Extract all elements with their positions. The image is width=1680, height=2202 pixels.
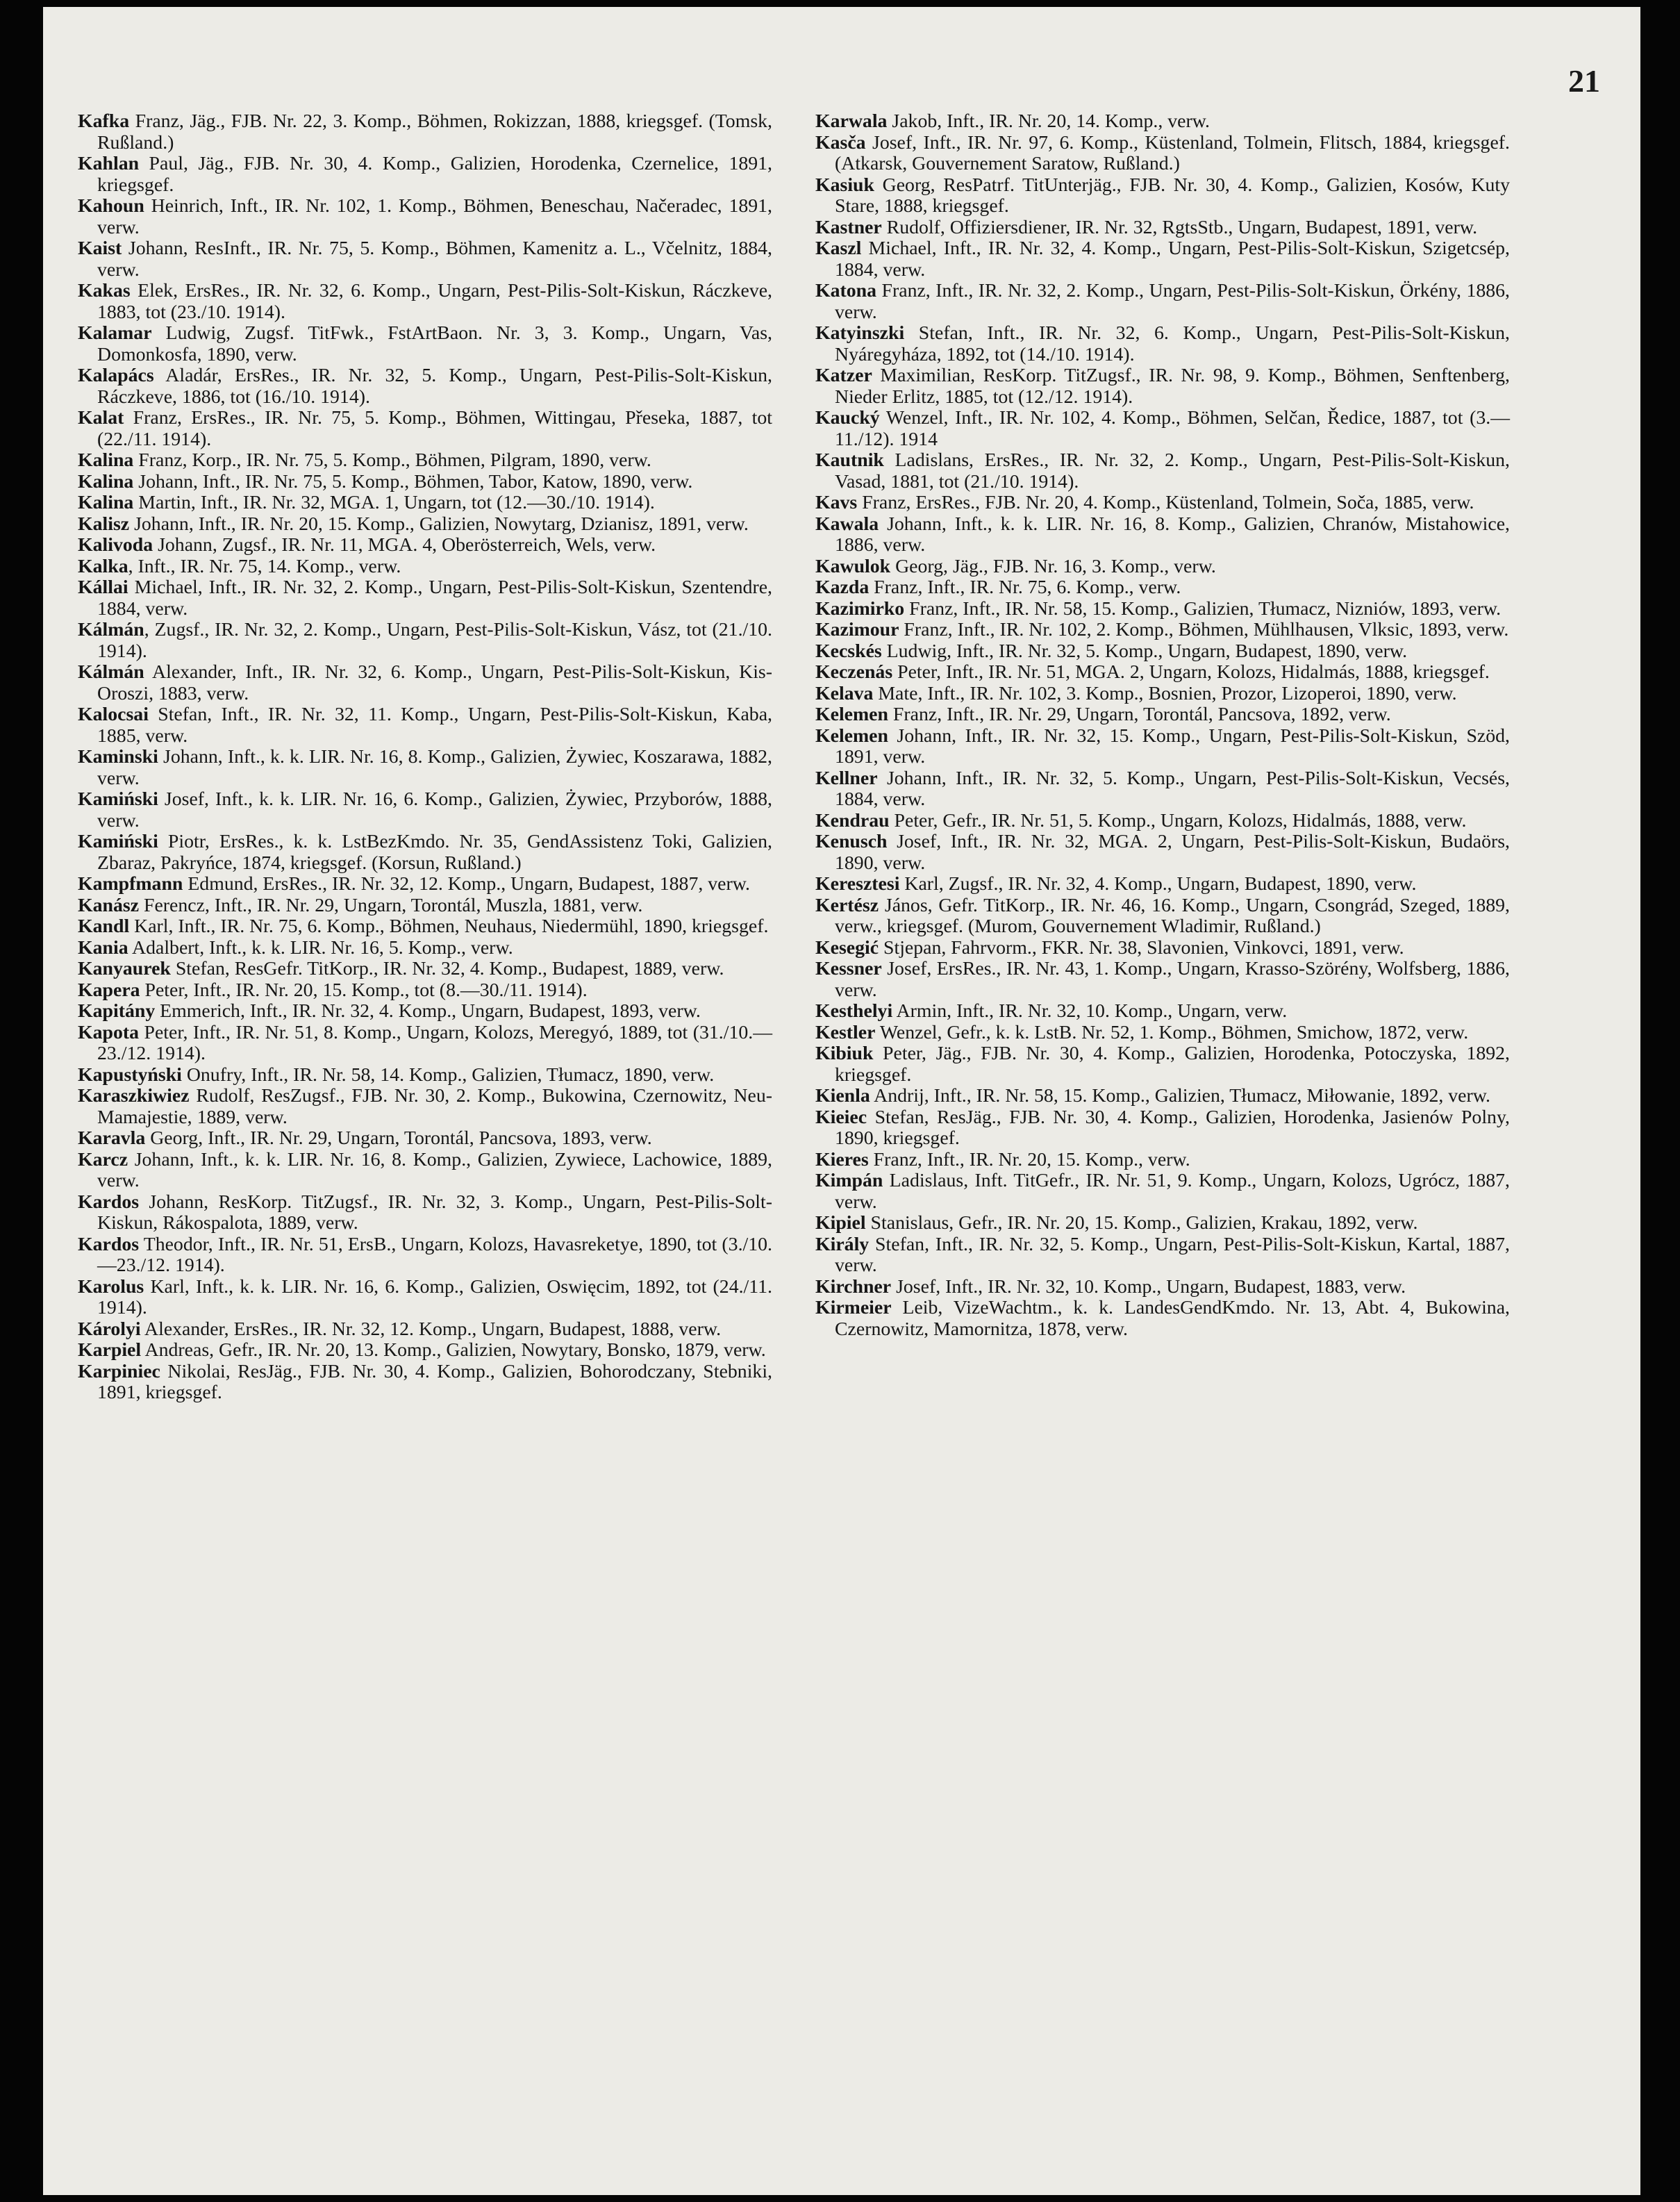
register-entry: Katzer Maximilian, ResKorp. TitZugsf., IR. Nr. 98, 9. Komp., Böhmen, Senftenberg, Nieder Erlitz, 1885, tot (12./12. 1914). [815, 365, 1510, 408]
register-entry: Karpiel Andreas, Gefr., IR. Nr. 20, 13. Komp., Galizien, Nowytary, Bonsko, 1879, verw. [78, 1339, 766, 1361]
register-entry: Kaminski Johann, Inft., k. k. LIR. Nr. 16, 8. Komp., Galizien, Żywiec, Koszarawa, 1882, verw. [78, 746, 772, 789]
register-entry: Kalina Franz, Korp., IR. Nr. 75, 5. Komp., Böhmen, Pilgram, 1890, verw. [78, 449, 651, 471]
register-entry: Kapota Peter, Inft., IR. Nr. 51, 8. Komp., Ungarn, Kolozs, Meregyó, 1889, tot (31./10.—23./12. 1914). [78, 1021, 772, 1064]
entry-surname: Kalisz [78, 513, 130, 535]
entry-surname: Kalina [78, 449, 134, 471]
register-entry: Kecskés Ludwig, Inft., IR. Nr. 32, 5. Komp., Ungarn, Budapest, 1890, verw. [815, 640, 1408, 662]
entry-surname: Kaszl [815, 238, 862, 259]
entry-surname: Kavs [815, 492, 858, 513]
register-entry: Kieres Franz, Inft., IR. Nr. 20, 15. Komp., verw. [815, 1148, 1190, 1170]
register-entry: Kállai Michael, Inft., IR. Nr. 32, 2. Komp., Ungarn, Pest-Pilis-Solt-Kiskun, Szentendre, 1884, verw. [78, 577, 772, 620]
entry-surname: Kieiec [815, 1106, 867, 1128]
entry-surname: Katona [815, 280, 877, 301]
entry-surname: Karcz [78, 1148, 128, 1170]
entry-surname: Kieres [815, 1148, 869, 1170]
entry-surname: Kalina [78, 470, 134, 492]
register-entry: Kardos Theodor, Inft., IR. Nr. 51, ErsB., Ungarn, Kolozs, Havasreketye, 1890, tot (3./10.—23./12. 1914). [78, 1233, 772, 1276]
entry-surname: Kazda [815, 577, 870, 598]
entry-surname: Katyinszki [815, 322, 905, 344]
register-entry: Kavs Franz, ErsRes., FJB. Nr. 20, 4. Komp., Küstenland, Tolmein, Soča, 1885, verw. [815, 492, 1474, 513]
entry-surname: Karavla [78, 1127, 146, 1149]
entry-surname: Kálmán [78, 619, 144, 640]
left-column [78, 111, 772, 1404]
entry-surname: Kestler [815, 1021, 876, 1043]
entry-surname: Király [815, 1233, 870, 1255]
entry-surname: Kapera [78, 979, 140, 1001]
entry-surname: Kakas [78, 280, 131, 301]
register-entry: Kaszl Michael, Inft., IR. Nr. 32, 4. Komp., Ungarn, Pest-Pilis-Solt-Kiskun, Szigetcsép, 1884, verw. [815, 238, 1510, 281]
entry-surname: Kesthelyi [815, 1000, 893, 1022]
register-entry: Kalina Johann, Inft., IR. Nr. 75, 5. Komp., Böhmen, Tabor, Katow, 1890, verw. [78, 470, 693, 492]
entry-surname: Kellner [815, 767, 878, 789]
register-entry: Kellner Johann, Inft., IR. Nr. 32, 5. Komp., Ungarn, Pest-Pilis-Solt-Kiskun, Vecsés, 1884, verw. [815, 767, 1510, 810]
register-entry: Kapustyński Onufry, Inft., IR. Nr. 58, 14. Komp., Galizien, Tłumacz, 1890, verw. [78, 1063, 715, 1086]
entry-surname: Kazimirko [815, 597, 905, 620]
register-entry: Kálmán Alexander, Inft., IR. Nr. 32, 6. Komp., Ungarn, Pest-Pilis-Solt-Kiskun, Kis-Oroszi, 1883, verw. [78, 661, 772, 704]
entry-surname: Kania [78, 936, 128, 959]
register-entry: Kesthelyi Armin, Inft., IR. Nr. 32, 10. Komp., Ungarn, verw. [815, 1000, 1288, 1022]
register-entry: Kimpán Ladislaus, Inft. TitGefr., IR. Nr. 51, 9. Komp., Ungarn, Kolozs, Ugrócz, 1887, verw. [815, 1170, 1510, 1213]
entry-surname: Kesegić [815, 936, 879, 959]
register-entry: Kelemen Franz, Inft., IR. Nr. 29, Ungarn, Torontál, Pancsova, 1892, verw. [815, 704, 1391, 725]
entry-surname: Kamiński [78, 831, 158, 852]
register-entry: Kanász Ferencz, Inft., IR. Nr. 29, Ungarn, Torontál, Muszla, 1881, verw. [78, 894, 643, 916]
right-column [815, 111, 1510, 1340]
entry-surname: Kállai [78, 577, 128, 598]
register-entry: Kipiel Stanislaus, Gefr., IR. Nr. 20, 15. Komp., Galizien, Krakau, 1892, verw. [815, 1212, 1418, 1234]
entry-surname: Kenusch [815, 831, 888, 852]
register-entry: Kessner Josef, ErsRes., IR. Nr. 43, 1. Komp., Ungarn, Krasso-Szörény, Wolfsberg, 1886, verw. [815, 958, 1510, 1001]
register-entry: Kertész János, Gefr. TitKorp., IR. Nr. 46, 16. Komp., Ungarn, Csongrád, Szeged, 1889, verw., kriegsgef. (Murom, Gouvernement Wladimir, Rußland.) [815, 894, 1510, 937]
register-entry: Kahlan Paul, Jäg., FJB. Nr. 30, 4. Komp., Galizien, Horodenka, Czernelice, 1891, kriegsgef. [78, 153, 772, 196]
entry-surname: Kazimour [815, 619, 899, 640]
register-entry: Kalamar Ludwig, Zugsf. TitFwk., FstArtBaon. Nr. 3, 3. Komp., Ungarn, Vas, Domonkosfa, 1890, verw. [78, 322, 772, 365]
register-entry: Kirchner Josef, Inft., IR. Nr. 32, 10. Komp., Ungarn, Budapest, 1883, verw. [815, 1275, 1406, 1298]
register-entry: Kazda Franz, Inft., IR. Nr. 75, 6. Komp., verw. [815, 577, 1181, 598]
register-entry: Kardos Johann, ResKorp. TitZugsf., IR. Nr. 32, 3. Komp., Ungarn, Pest-Pilis-Solt-Kiskun, Rákospalota, 1889, verw. [78, 1191, 772, 1234]
entry-surname: Kirchner [815, 1275, 892, 1298]
register-entry: Kazimirko Franz, Inft., IR. Nr. 58, 15. Komp., Galizien, Tłumacz, Nizniów, 1893, verw. [815, 597, 1502, 620]
entry-surname: Kampfmann [78, 873, 183, 895]
register-entry: Kálmán, Zugsf., IR. Nr. 32, 2. Komp., Ungarn, Pest-Pilis-Solt-Kiskun, Vász, tot (21./10. 1914). [78, 619, 772, 662]
entry-surname: Kardos [78, 1191, 140, 1213]
entry-surname: Kasiuk [815, 174, 874, 196]
entry-surname: Kaist [78, 238, 122, 259]
register-entry: Kestler Wenzel, Gefr., k. k. LstB. Nr. 52, 1. Komp., Böhmen, Smichow, 1872, verw. [815, 1021, 1469, 1043]
register-entry: Kalka, Inft., IR. Nr. 75, 14. Komp., verw. [78, 555, 401, 577]
entry-surname: Karpiniec [78, 1360, 160, 1382]
entry-surname: Kasča [815, 131, 866, 154]
register-entry: Kibiuk Peter, Jäg., FJB. Nr. 30, 4. Komp., Galizien, Horodenka, Potoczyska, 1892, kriegsgef. [815, 1043, 1510, 1086]
register-entry: Kamiński Piotr, ErsRes., k. k. LstBezKmdo. Nr. 35, GendAssistenz Toki, Galizien, Zbaraz, Pakryńce, 1874, kriegsgef. (Korsun, Rußland.) [78, 831, 772, 874]
entry-surname: Karwala [815, 110, 888, 132]
register-entry: Kienla Andrij, Inft., IR. Nr. 58, 15. Komp., Galizien, Tłumacz, Miłowanie, 1892, verw. [815, 1085, 1490, 1107]
register-entry: Kalapács Aladár, ErsRes., IR. Nr. 32, 5. Komp., Ungarn, Pest-Pilis-Solt-Kiskun, Ráczkeve, 1886, tot (16./10. 1914). [78, 365, 772, 408]
entry-surname: Kienla [815, 1085, 870, 1107]
entry-surname: Kalat [78, 407, 124, 429]
register-entry: Kakas Elek, ErsRes., IR. Nr. 32, 6. Komp., Ungarn, Pest-Pilis-Solt-Kiskun, Ráczkeve, 1883, tot (23./10. 1914). [78, 280, 772, 323]
register-entry: Kapera Peter, Inft., IR. Nr. 20, 15. Komp., tot (8.—30./11. 1914). [78, 979, 588, 1001]
register-entry: Kaist Johann, ResInft., IR. Nr. 75, 5. Komp., Böhmen, Kamenitz a. L., Včelnitz, 1884, verw. [78, 238, 772, 281]
register-entry: Kandl Karl, Inft., IR. Nr. 75, 6. Komp., Böhmen, Neuhaus, Niedermühl, 1890, kriegsgef. [78, 916, 769, 937]
register-entry: Kania Adalbert, Inft., k. k. LIR. Nr. 16, 5. Komp., verw. [78, 936, 513, 959]
entry-surname: Kafka [78, 110, 130, 132]
entry-surname: Katzer [815, 365, 872, 386]
entry-surname: Kardos [78, 1233, 140, 1255]
register-entry: Kawala Johann, Inft., k. k. LIR. Nr. 16, 8. Komp., Galizien, Chranów, Mistahowice, 1886, verw. [815, 513, 1510, 556]
entry-surname: Kanyaurek [78, 958, 171, 979]
entry-surname: Kecskés [815, 640, 882, 662]
entry-surname: Kaucký [815, 407, 880, 429]
register-entry: Katona Franz, Inft., IR. Nr. 32, 2. Komp., Ungarn, Pest-Pilis-Solt-Kiskun, Örkény, 1886, verw. [815, 280, 1510, 323]
register-entry: Karaszkiwiez Rudolf, ResZugsf., FJB. Nr. 30, 2. Komp., Bukowina, Czernowitz, Neu-Mamajestie, 1889, verw. [78, 1085, 772, 1128]
entry-surname: Karolus [78, 1275, 144, 1298]
register-entry: Kalina Martin, Inft., IR. Nr. 32, MGA. 1, Ungarn, tot (12.—30./10. 1914). [78, 492, 655, 513]
register-entry: Karolus Karl, Inft., k. k. LIR. Nr. 16, 6. Komp., Galizien, Oswięcim, 1892, tot (24./11. 1914). [78, 1275, 772, 1318]
entry-surname: Károlyi [78, 1318, 141, 1340]
register-entry: Kirmeier Leib, VizeWachtm., k. k. LandesGendKmdo. Nr. 13, Abt. 4, Bukowina, Czernowitz, Mamornitza, 1878, verw. [815, 1297, 1510, 1340]
register-entry: Kasča Josef, Inft., IR. Nr. 97, 6. Komp., Küstenland, Tolmein, Flitsch, 1884, kriegsgef. (Atkarsk, Gouvernement Saratow, Rußland.) [815, 131, 1510, 174]
register-entry: Kazimour Franz, Inft., IR. Nr. 102, 2. Komp., Böhmen, Mühlhausen, Vlksic, 1893, verw. [815, 619, 1509, 640]
entry-surname: Kawala [815, 513, 879, 535]
entry-surname: Kandl [78, 916, 130, 937]
entry-surname: Kalka [78, 555, 128, 577]
entry-surname: Kapitány [78, 1000, 156, 1022]
register-entry: Kafka Franz, Jäg., FJB. Nr. 22, 3. Komp., Böhmen, Rokizzan, 1888, kriegsgef. (Tomsk, Rußland.) [78, 110, 772, 154]
register-entry: Kesegić Stjepan, Fahrvorm., FKR. Nr. 38, Slavonien, Vinkovci, 1891, verw. [815, 936, 1404, 959]
entry-surname: Kelemen [815, 704, 888, 725]
register-entry: Karwala Jakob, Inft., IR. Nr. 20, 14. Komp., verw. [815, 110, 1210, 132]
entry-surname: Kamiński [78, 788, 158, 810]
register-entry: Kalisz Johann, Inft., IR. Nr. 20, 15. Komp., Galizien, Nowytarg, Dzianisz, 1891, verw. [78, 513, 749, 535]
register-entry: Károlyi Alexander, ErsRes., IR. Nr. 32, 12. Komp., Ungarn, Budapest, 1888, verw. [78, 1318, 722, 1340]
entry-surname: Kastner [815, 216, 882, 238]
register-entry: Kampfmann Edmund, ErsRes., IR. Nr. 32, 12. Komp., Ungarn, Budapest, 1887, verw. [78, 873, 750, 895]
entry-surname: Kipiel [815, 1212, 866, 1234]
entry-surname: Kirmeier [815, 1297, 892, 1318]
entry-surname: Kalivoda [78, 534, 153, 556]
entry-surname: Karpiel [78, 1339, 142, 1361]
entry-surname: Kendrau [815, 809, 890, 831]
entry-surname: Kibiuk [815, 1043, 874, 1064]
entry-surname: Kimpán [815, 1170, 883, 1191]
entry-surname: Karaszkiwiez [78, 1085, 190, 1107]
register-entry: Kendrau Peter, Gefr., IR. Nr. 51, 5. Komp., Ungarn, Kolozs, Hidalmás, 1888, verw. [815, 809, 1467, 831]
entry-surname: Kautnik [815, 449, 884, 471]
register-entry: Keczenás Peter, Inft., IR. Nr. 51, MGA. 2, Ungarn, Kolozs, Hidalmás, 1888, kriegsgef. [815, 661, 1490, 683]
page-number: 21 [1568, 63, 1600, 99]
register-entry: Karpiniec Nikolai, ResJäg., FJB. Nr. 30, 4. Komp., Galizien, Bohorodczany, Stebniki, 1891, kriegsgef. [78, 1360, 772, 1403]
entry-surname: Kessner [815, 958, 882, 979]
register-entry: Karavla Georg, Inft., IR. Nr. 29, Ungarn, Torontál, Pancsova, 1893, verw. [78, 1127, 652, 1149]
register-entry: Kastner Rudolf, Offiziersdiener, IR. Nr. 32, RgtsStb., Ungarn, Budapest, 1891, verw. [815, 216, 1478, 238]
register-entry: Kalat Franz, ErsRes., IR. Nr. 75, 5. Komp., Böhmen, Wittingau, Přeseka, 1887, tot (22./11. 1914). [78, 407, 772, 450]
register-entry: Kenusch Josef, Inft., IR. Nr. 32, MGA. 2, Ungarn, Pest-Pilis-Solt-Kiskun, Budaörs, 1890, verw. [815, 831, 1510, 874]
entry-surname: Kalamar [78, 322, 152, 344]
entry-surname: Kelemen [815, 725, 888, 747]
register-entry: Katyinszki Stefan, Inft., IR. Nr. 32, 6. Komp., Ungarn, Pest-Pilis-Solt-Kiskun, Nyáregyháza, 1892, tot (14./10. 1914). [815, 322, 1510, 365]
entry-surname: Kalina [78, 492, 134, 513]
entry-surname: Kelava [815, 682, 874, 704]
register-entry: Kalivoda Johann, Zugsf., IR. Nr. 11, MGA. 4, Oberösterreich, Wels, verw. [78, 534, 656, 556]
register-entry: Kelemen Johann, Inft., IR. Nr. 32, 15. Komp., Ungarn, Pest-Pilis-Solt-Kiskun, Szöd, 1891, verw. [815, 725, 1510, 768]
register-entry: Kelava Mate, Inft., IR. Nr. 102, 3. Komp., Bosnien, Prozor, Lizoperoi, 1890, verw. [815, 682, 1457, 704]
register-entry: Kaucký Wenzel, Inft., IR. Nr. 102, 4. Komp., Böhmen, Selčan, Ředice, 1887, tot (3.—11./12). 1914 [815, 407, 1510, 450]
register-entry: Király Stefan, Inft., IR. Nr. 32, 5. Komp., Ungarn, Pest-Pilis-Solt-Kiskun, Kartal, 1887, verw. [815, 1233, 1510, 1276]
entry-surname: Kaminski [78, 746, 158, 768]
register-entry: Kawulok Georg, Jäg., FJB. Nr. 16, 3. Komp., verw. [815, 555, 1216, 577]
document-page [43, 7, 1640, 2195]
entry-surname: Kapota [78, 1021, 140, 1043]
entry-surname: Kahlan [78, 153, 140, 174]
register-entry: Kasiuk Georg, ResPatrf. TitUnterjäg., FJB. Nr. 30, 4. Komp., Galizien, Kosów, Kuty Stare, 1888, kriegsgef. [815, 174, 1510, 217]
entry-surname: Keczenás [815, 661, 893, 683]
entry-surname: Kertész [815, 894, 879, 916]
entry-surname: Keresztesi [815, 873, 900, 895]
register-entry: Kanyaurek Stefan, ResGefr. TitKorp., IR. Nr. 32, 4. Komp., Budapest, 1889, verw. [78, 958, 724, 979]
register-entry: Kalocsai Stefan, Inft., IR. Nr. 32, 11. Komp., Ungarn, Pest-Pilis-Solt-Kiskun, Kaba, 1885, verw. [78, 704, 772, 747]
register-entry: Kahoun Heinrich, Inft., IR. Nr. 102, 1. Komp., Böhmen, Beneschau, Načeradec, 1891, verw. [78, 195, 772, 238]
register-entry: Kamiński Josef, Inft., k. k. LIR. Nr. 16, 6. Komp., Galizien, Żywiec, Przyborów, 1888, verw. [78, 788, 772, 831]
entry-surname: Kahoun [78, 195, 144, 217]
entry-surname: Kapustyński [78, 1063, 182, 1086]
register-entry: Kieiec Stefan, ResJäg., FJB. Nr. 30, 4. Komp., Galizien, Horodenka, Jasienów Polny, 1890, kriegsgef. [815, 1106, 1510, 1149]
register-entry: Kapitány Emmerich, Inft., IR. Nr. 32, 4. Komp., Ungarn, Budapest, 1893, verw. [78, 1000, 701, 1022]
entry-surname: Kalocsai [78, 704, 149, 725]
register-entry: Keresztesi Karl, Zugsf., IR. Nr. 32, 4. Komp., Ungarn, Budapest, 1890, verw. [815, 873, 1417, 895]
entry-surname: Kawulok [815, 555, 891, 577]
entry-surname: Kálmán [78, 661, 144, 683]
register-entry: Kautnik Ladislans, ErsRes., IR. Nr. 32, 2. Komp., Ungarn, Pest-Pilis-Solt-Kiskun, Vasad, 1881, tot (21./10. 1914). [815, 449, 1510, 492]
entry-surname: Kanász [78, 894, 140, 916]
register-entry: Karcz Johann, Inft., k. k. LIR. Nr. 16, 8. Komp., Galizien, Zywiece, Lachowice, 1889, verw. [78, 1148, 772, 1191]
entry-surname: Kalapács [78, 365, 154, 386]
